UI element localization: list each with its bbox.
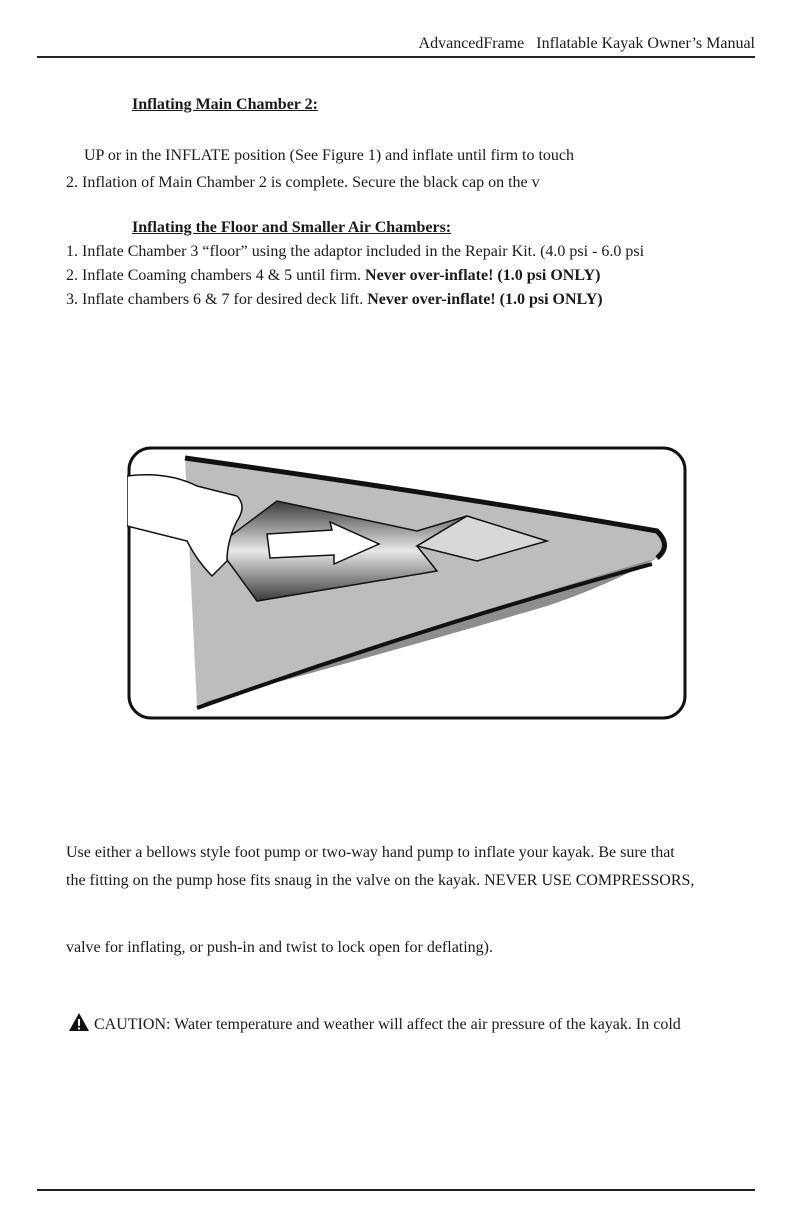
- list-item-text: 2. Inflate Coaming chambers 4 & 5 until firm.: [66, 267, 366, 284]
- caution-line: [68, 1012, 681, 1035]
- kayak-inflation-figure: [127, 446, 687, 720]
- header-rule: [37, 56, 755, 58]
- caution-text: CAUTION: Water temperature and weather will affect the air pressure of the kayak. In cold: [94, 1016, 681, 1033]
- list-item-text: 1. Inflate Chamber 3 “floor” using the adaptor included in the Repair Kit. (4.0 psi - 6.0 psi: [66, 243, 645, 260]
- list-item: [66, 242, 644, 262]
- warning-icon: [68, 1012, 90, 1032]
- warning-text: Never over-inflate! (1.0 psi ONLY): [365, 267, 601, 284]
- paragraph-line: Use either a bellows style foot pump or two-way hand pump to inflate your kayak. Be sure that: [66, 844, 675, 861]
- warning-text: Never over-inflate! (1.0 psi ONLY): [367, 291, 603, 308]
- section-heading-main-chamber: Inflating Main Chamber 2:: [132, 96, 318, 113]
- list-item: [66, 290, 603, 310]
- paragraph-line: the fitting on the pump hose fits snaug in the valve on the kayak. NEVER USE COMPRESSORS,: [66, 872, 695, 889]
- list-item-text: 3. Inflate chambers 6 & 7 for desired deck lift.: [66, 291, 368, 308]
- section-heading-floor: Inflating the Floor and Smaller Air Chambers:: [132, 219, 452, 236]
- paragraph-line: UP or in the INFLATE position (See Figure 1) and inflate until firm to touch: [84, 147, 574, 164]
- footer-rule: [37, 1189, 755, 1191]
- list-item: [66, 266, 600, 286]
- paragraph-line: 2. Inflation of Main Chamber 2 is complete. Secure the black cap on the v: [66, 174, 540, 191]
- running-header: AdvancedFrame Inflatable Kayak Owner’s Manual: [418, 35, 755, 52]
- paragraph-line: valve for inflating, or push-in and twist to lock open for deflating).: [66, 939, 494, 956]
